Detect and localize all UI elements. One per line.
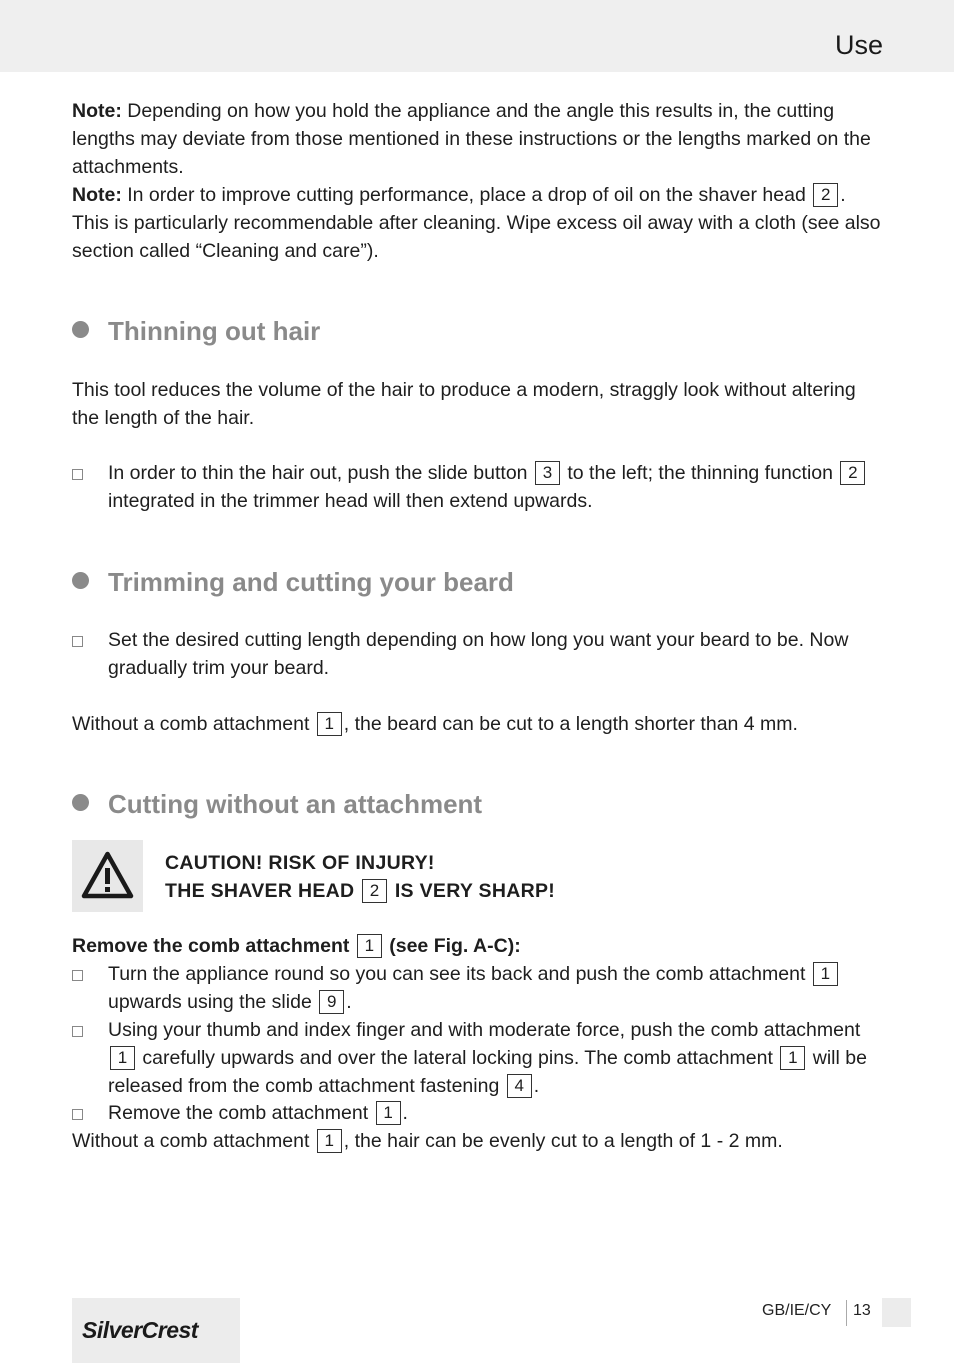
remove-comb-subheading: Remove the comb attachment 1 (see Fig. A-C): [72,935,521,957]
ref-comb-attachment: 1 [317,712,342,736]
note-label: Note: [72,184,122,206]
note-text: In order to improve cutting performance, place a drop of oil on the shaver head [121,184,812,206]
footer-divider [846,1300,847,1326]
closing-paragraph: Without a comb attachment 1 , the hair can be evenly cut to a length of 1 - 2 mm. [72,1130,783,1152]
checkbox-square-icon [72,1109,83,1120]
footer-region: GB/IE/CY [762,1302,832,1319]
note-2 [72,181,884,265]
ref-comb-attachment: 1 [813,962,838,986]
list-item: Using your thumb and index finger and with moderate force, push the comb attachment 1 carefully upwards and over the lateral locking pins. The comb attachment 1 will be released from the comb attachment fastening 4 . [72,1016,884,1100]
thinning-intro: This tool reduces the volume of the hair to produce a modern, straggly look without altering the length of the hair. [72,379,856,429]
ref-comb-attachment: 1 [317,1129,342,1153]
ref-comb-attachment: 1 [376,1101,401,1125]
ref-comb-attachment: 1 [357,934,382,958]
ref-comb-fastening: 4 [507,1074,532,1098]
list-item: Remove the comb attachment 1 . [72,1099,884,1127]
ref-shaver-head: 2 [813,183,838,207]
page-title: Use [834,30,883,60]
ref-thinning-function: 2 [840,461,865,485]
note-text: Depending on how you hold the appliance and the angle this results in, the cutting lengths may deviate from those mentioned in these instructions or the lengths marked on the attachments. [72,100,871,178]
ref-comb-attachment: 1 [780,1046,805,1070]
list-item: Turn the appliance round so you can see its back and push the comb attachment 1 upwards using the slide 9 . [72,960,884,1016]
note-label: Note: [72,100,122,122]
bullet-dot-icon [72,572,89,589]
checkbox-square-icon [72,469,83,480]
list-item: In order to thin the hair out, push the slide button 3 to the left; the thinning function 2 integrated in the trimmer head will then extend upwards. [72,459,884,515]
note-1 [72,97,884,181]
warning-text: CAUTION! RISK OF INJURY! THE SHAVER HEAD 2 IS VERY SHARP! [165,852,556,902]
heading-thinning: Thinning out hair [72,313,320,349]
page-number: 13 [853,1302,871,1319]
checkbox-square-icon [72,970,83,981]
bullet-dot-icon [72,321,89,338]
bullet-dot-icon [72,794,89,811]
ref-slide-button: 3 [535,461,560,485]
footer-tab-marker [882,1298,911,1327]
header-bar [0,0,954,72]
notes-block [72,97,884,265]
checkbox-square-icon [72,636,83,647]
silvercrest-logo: SilverCrest [72,1298,240,1363]
heading-beard: Trimming and cutting your beard [72,564,514,600]
note-text: . This is particularly recommendable after cleaning. Wipe excess oil away with a cloth (see also section called “Cleaning and care”). [72,184,881,262]
checkbox-square-icon [72,1026,83,1037]
heading-no-attachment: Cutting without an attachment [72,786,482,822]
ref-slide: 9 [319,990,344,1014]
ref-comb-attachment: 1 [110,1046,135,1070]
list-item: Set the desired cutting length depending on how long you want your beard to be. Now gradually trim your beard. [72,626,884,682]
warning-triangle-icon [72,840,143,912]
ref-shaver-head: 2 [362,879,387,903]
warning-icon-box [72,840,143,912]
beard-paragraph: Without a comb attachment 1 , the beard can be cut to a length shorter than 4 mm. [72,713,798,735]
